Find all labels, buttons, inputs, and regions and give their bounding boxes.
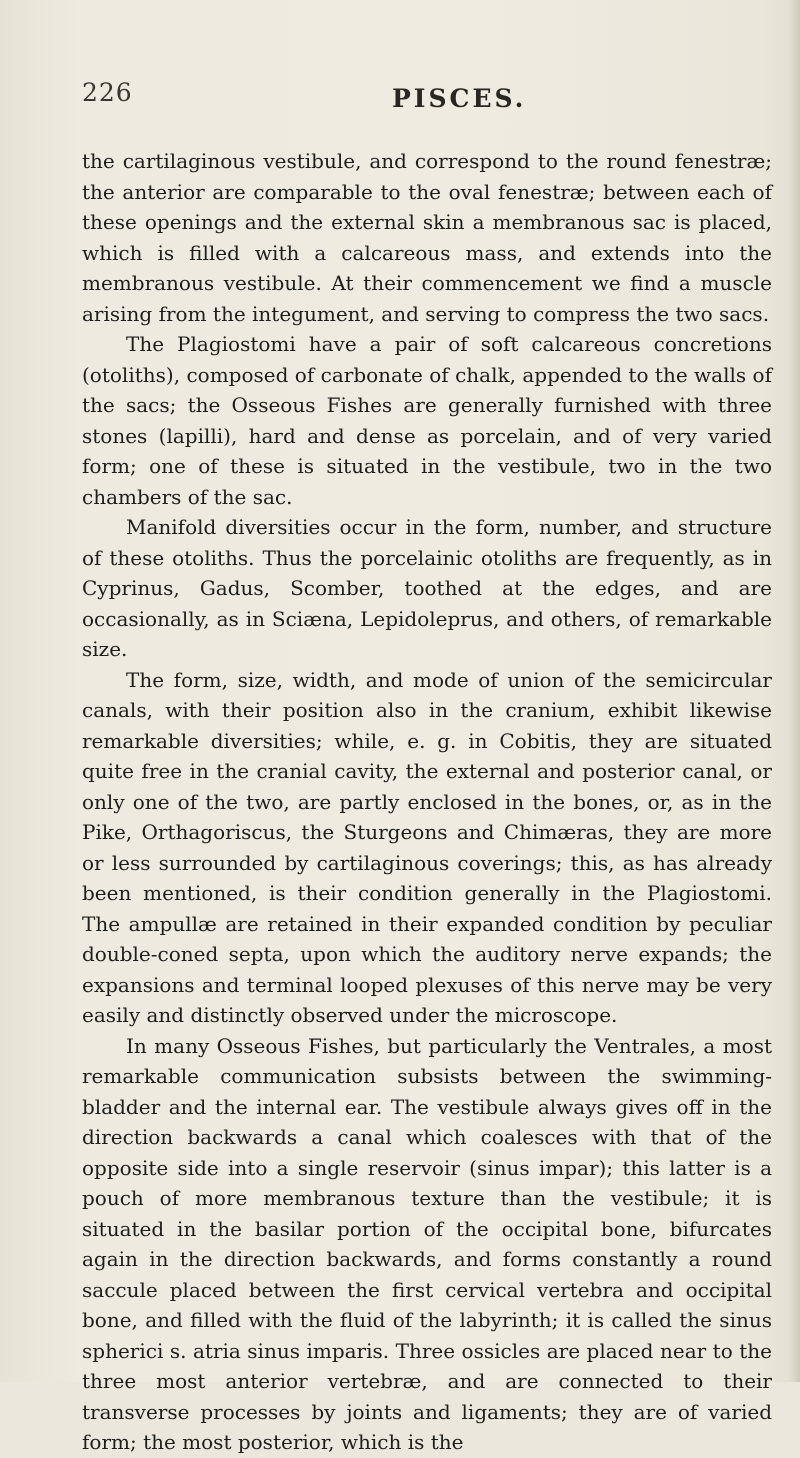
paragraph-otolith-diversities: Manifold diversities occur in the form, number, and structure of these otoliths. Thus the porcelainic otoliths are frequently, as in Cyprinus, Gadus, Scomber, toothed at the edges, and are occasionally, as in Sciæna, Lepidoleprus, and others, of remarkable size. [82, 515, 772, 661]
running-head [82, 78, 772, 118]
page-number: 226 [82, 78, 133, 107]
paragraph-vestibule-continued: the cartilaginous vestibule, and correspond to the round fenestræ; the anterior are comparable to the oval fenestræ; between each of these openings and the external skin a membranous sac is placed, which is filled with a calcareous mass, and extends into the membranous vestibule. At their commencement we find a muscle arising from the integument, and serving to compress the two sacs. [82, 149, 772, 326]
paragraph-otoliths-plagiostomi: The Plagiostomi have a pair of soft calcareous concretions (otoliths), composed of carbonate of chalk, appended to the walls of the sacs; the Osseous Fishes are generally furnished with three stones (lapilli), hard and dense as porcelain, and of very varied form; one of these is situated in the vestibule, two in the two chambers of the sac. [82, 332, 772, 509]
paragraph-swimming-bladder: In many Osseous Fishes, but particularly the Ventrales, a most remarkable communication subsists between the swimming-bladder and the internal ear. The vestibule always gives off in the direction backwards a canal which coalesces with that of the opposite side into a single reservoir (sinus impar); this latter is a pouch of more membranous texture than the vestibule; it is situated in the basilar portion of the occipital bone, bifurcates again in the direction backwards, and forms constantly a round saccule placed between the first cervical vertebra and occipital bone, and filled with the fluid of the labyrinth; it is called the sinus spherici s. atria sinus imparis. Three ossicles are placed near to the three most anterior vertebræ, and are connected to their transverse processes by joints and ligaments; they are of varied form; the most posterior, which is the [82, 1033, 772, 1454]
page-edge-shadow [788, 0, 800, 1382]
running-title: PISCES. [392, 84, 527, 113]
paragraph-semicircular-canals: The form, size, width, and mode of union of the semicircular canals, with their position also in the cranium, exhibit likewise remarkable diversities; while, e. g. in Cobitis, they are situated quite free in the cranial cavity, the external and posterior canal, or only one of the two, are partly enclosed in the bones, or, as in the Pike, Orthagoriscus, the Sturgeons and Chimæras, they are more or less surrounded by cartilaginous coverings; this, as has already been mentioned, is their condition generally in the Plagiostomi. The ampullæ are retained in their expanded condition by peculiar double-coned septa, upon which the auditory nerve expands; the expansions and terminal looped plexuses of this nerve may be very easily and distinctly observed under the microscope. [82, 667, 772, 1027]
body-text [82, 146, 772, 1458]
